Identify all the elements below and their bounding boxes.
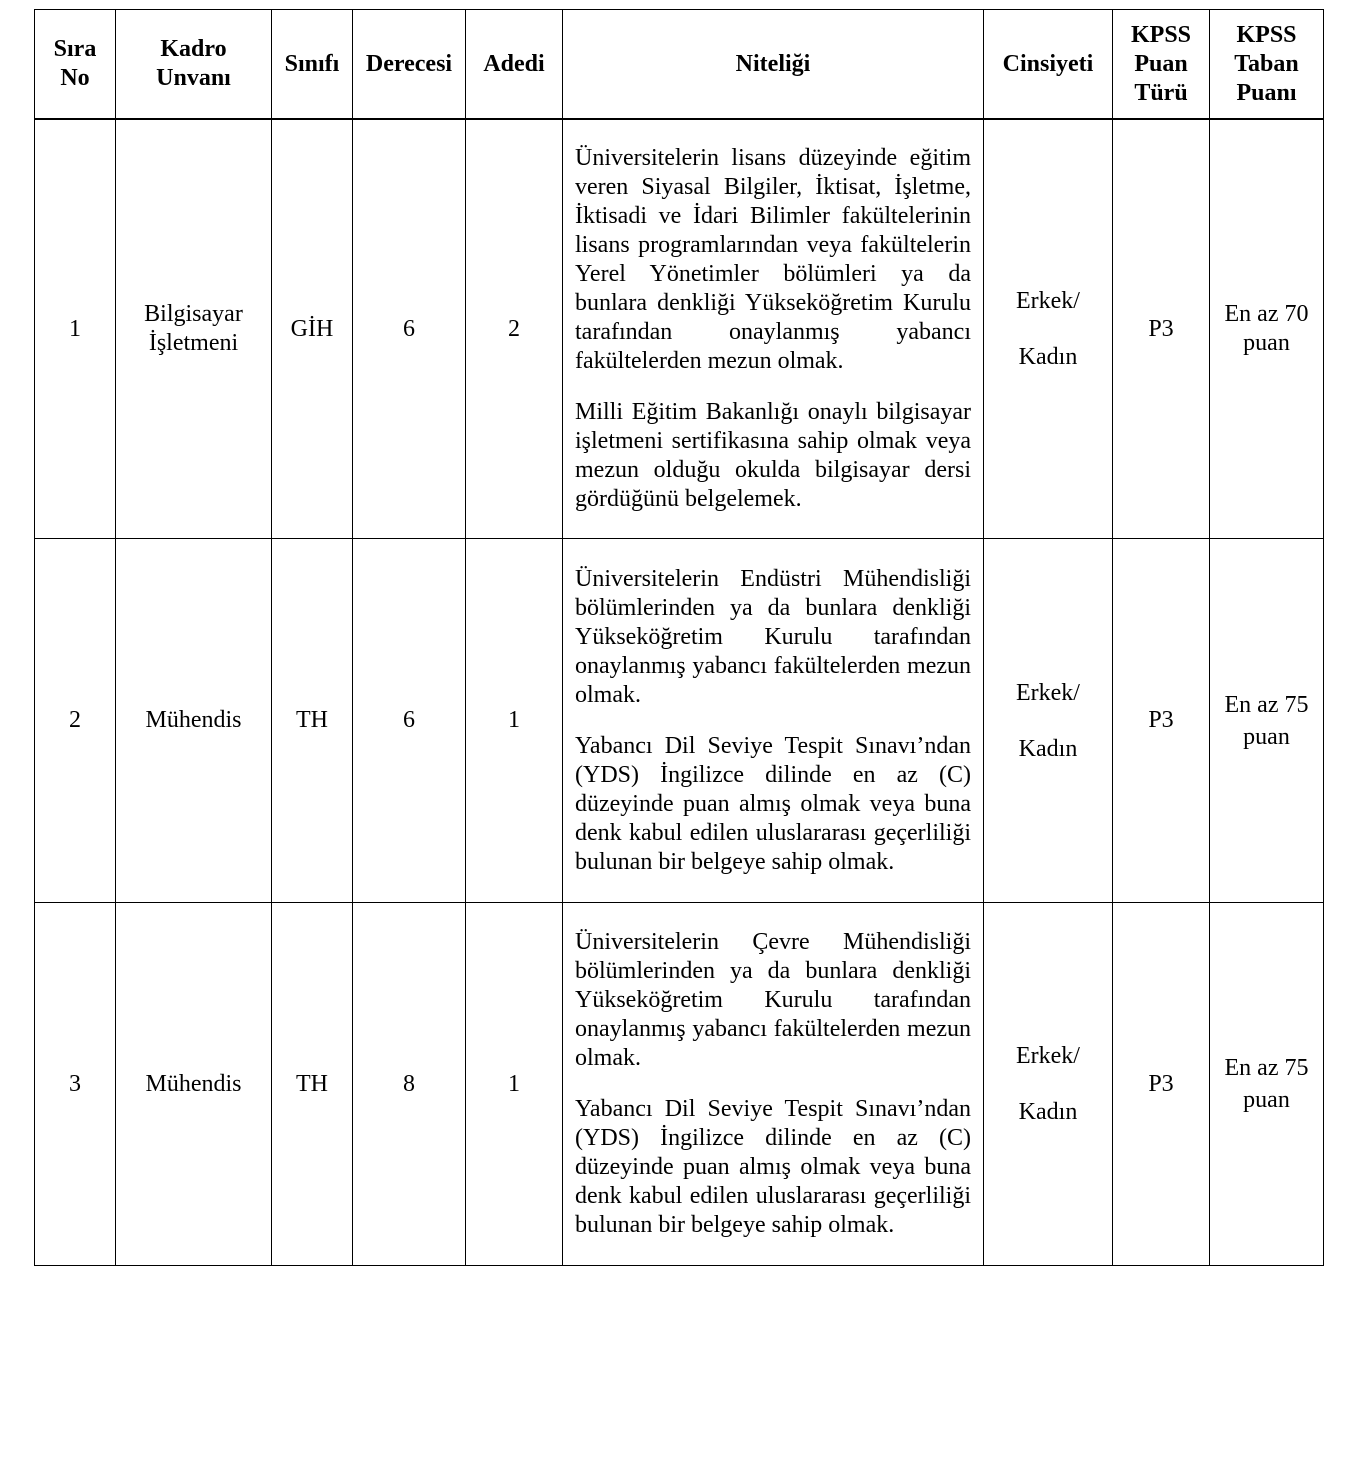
- cell-derecesi: 6: [353, 539, 466, 903]
- niteligi-paragraph: Üniversitelerin Endüstri Mühendisliği bölümlerinden ya da bunlara denkliği Yükseköğretim Kurulu tarafından onaylanmış yabancı fakültelerden mezun olmak.: [575, 565, 971, 708]
- table-row: [35, 903, 1324, 1266]
- niteligi-paragraph: Yabancı Dil Seviye Tespit Sınavı’ndan (YDS) İngilizce dilinde en az (C) düzeyinde puan almış olmak veya buna denk kabul edilen uluslararası geçerliliği bulunan bir belgeye sahip olmak.: [575, 1096, 971, 1238]
- cell-adedi: 1: [466, 539, 563, 903]
- cell-kpss-puan-turu: P3: [1113, 119, 1210, 539]
- cell-sinifi: TH: [272, 903, 353, 1266]
- cell-niteligi: [563, 903, 984, 1266]
- cell-sira-no: 1: [35, 119, 116, 539]
- cell-niteligi: [563, 119, 984, 539]
- cell-kpss-taban-puani: En az 75 puan: [1210, 903, 1324, 1266]
- niteligi-paragraph: Yabancı Dil Seviye Tespit Sınavı’ndan (YDS) İngilizce dilinde en az (C) düzeyinde puan almış olmak veya buna denk kabul edilen uluslararası geçerliliği bulunan bir belgeye sahip olmak.: [575, 732, 971, 875]
- niteligi-paragraph: Üniversitelerin Çevre Mühendisliği bölümlerinden ya da bunlara denkliği Yükseköğretim Kurulu tarafından onaylanmış yabancı fakültelerden mezun olmak.: [575, 929, 971, 1071]
- header-kpss-puan-turu: KPSS Puan Türü: [1113, 10, 1210, 120]
- cell-cinsiyeti: Erkek/ Kadın: [984, 119, 1113, 539]
- header-niteligi: Niteliği: [563, 10, 984, 120]
- cell-kadro-unvani: Mühendis: [116, 539, 272, 903]
- niteligi-paragraph: Milli Eğitim Bakanlığı onaylı bilgisayar işletmeni sertifikasına sahip olmak veya mezun olduğu okulda bilgisayar dersi gördüğünü belgelemek.: [575, 399, 971, 512]
- header-kadro-unvani: Kadro Unvanı: [116, 10, 272, 120]
- cell-kadro-unvani: Mühendis: [116, 903, 272, 1266]
- cell-sira-no: 2: [35, 539, 116, 903]
- cell-kadro-unvani: Bilgisayar İşletmeni: [116, 119, 272, 539]
- cell-kpss-taban-puani: En az 75 puan: [1210, 539, 1324, 903]
- cell-derecesi: 8: [353, 903, 466, 1266]
- header-adedi: Adedi: [466, 10, 563, 120]
- cell-sira-no: 3: [35, 903, 116, 1266]
- cell-sinifi: TH: [272, 539, 353, 903]
- cell-cinsiyeti: Erkek/ Kadın: [984, 903, 1113, 1266]
- cell-adedi: 2: [466, 119, 563, 539]
- cell-kpss-taban-puani: En az 70 puan: [1210, 119, 1324, 539]
- header-derecesi: Derecesi: [353, 10, 466, 120]
- table-row: [35, 119, 1324, 539]
- header-sira-no: Sıra No: [35, 10, 116, 120]
- staff-positions-table: [34, 9, 1324, 1266]
- header-cinsiyeti: Cinsiyeti: [984, 10, 1113, 120]
- cell-kpss-puan-turu: P3: [1113, 539, 1210, 903]
- cell-adedi: 1: [466, 903, 563, 1266]
- header-kpss-taban-puani: KPSS Taban Puanı: [1210, 10, 1324, 120]
- header-sinifi: Sınıfı: [272, 10, 353, 120]
- cell-kpss-puan-turu: P3: [1113, 903, 1210, 1266]
- cell-sinifi: GİH: [272, 119, 353, 539]
- cell-niteligi: [563, 539, 984, 903]
- niteligi-paragraph: Üniversitelerin lisans düzeyinde eğitim veren Siyasal Bilgiler, İktisat, İşletme, İktisadi ve İdari Bilimler fakültelerinin lisans programlarından veya fakültelerin Yerel Yönetimler bölümleri ya da bunlara denkliği Yükseköğretim Kurulu tarafından onaylanmış yabancı fakültelerden mezun olmak.: [575, 145, 971, 374]
- cell-cinsiyeti: Erkek/ Kadın: [984, 539, 1113, 903]
- table-row: [35, 539, 1324, 903]
- cell-derecesi: 6: [353, 119, 466, 539]
- table-header-row: [35, 10, 1324, 120]
